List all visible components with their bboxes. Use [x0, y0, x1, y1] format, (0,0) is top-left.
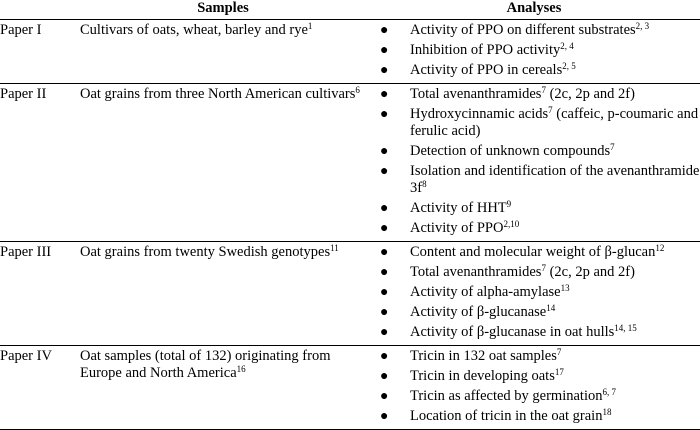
bullet-icon: ● [380, 325, 389, 340]
analysis-reference: 17 [554, 367, 564, 377]
analysis-text: Activity of PPO on different substrates [410, 22, 636, 38]
header-samples: Samples [78, 0, 368, 20]
sample-cell [78, 346, 368, 430]
paper-label: Paper IV [0, 346, 78, 430]
analyses-cell [368, 242, 700, 346]
paper-label: Paper III [0, 242, 78, 346]
analysis-reference: 9 [506, 199, 512, 209]
analyses-list [368, 244, 700, 341]
sample-text: Oat grains from twenty Swedish genotypes [80, 244, 331, 260]
analysis-reference: 14 [546, 303, 556, 313]
analysis-text: Activity of β-glucanase in oat hulls [410, 324, 615, 340]
list-item [368, 62, 700, 79]
bullet-icon: ● [380, 349, 389, 364]
analysis-text: Total avenanthramides [410, 86, 542, 102]
analysis-reference: 12 [655, 243, 665, 253]
sample-text: Cultivars of oats, wheat, barley and rye [80, 22, 308, 38]
list-item [368, 388, 700, 405]
analysis-reference: 13 [560, 283, 570, 293]
analysis-text: Tricin as affected by germination [410, 388, 603, 404]
header-paper [0, 0, 78, 20]
sample-reference: 1 [307, 21, 313, 31]
sample-cell [78, 20, 368, 84]
analysis-detail: (caffeic, p-coumaric and ferulic acid) [410, 106, 699, 139]
analysis-reference: 2, 3 [635, 21, 650, 31]
analysis-text: Activity of HHT [410, 200, 507, 216]
analysis-text: Tricin in developing oats [410, 368, 555, 384]
bullet-icon: ● [380, 164, 389, 179]
sample-cell [78, 242, 368, 346]
analyses-cell [368, 84, 700, 242]
analysis-text: Location of tricin in the oat grain [410, 408, 603, 424]
analysis-text: Activity of β-glucanase [410, 304, 547, 320]
bullet-icon: ● [380, 63, 389, 78]
analysis-reference: 7 [556, 347, 562, 357]
analysis-text: Isolation and identification of the avenanthramide 3f [410, 163, 700, 196]
header-analyses: Analyses [368, 0, 700, 20]
bullet-icon: ● [380, 43, 389, 58]
analyses-list [368, 348, 700, 425]
analysis-reference: 7 [548, 105, 553, 115]
bullet-icon: ● [380, 23, 389, 38]
bullet-icon: ● [380, 201, 389, 216]
analysis-text: Activity of alpha-amylase [410, 284, 561, 300]
list-item [368, 143, 700, 160]
analysis-text: Activity of PPO [410, 220, 504, 236]
list-item [368, 284, 700, 301]
table-body [0, 20, 700, 430]
analysis-reference: 14, 15 [614, 323, 637, 333]
sample-reference: 6 [355, 85, 360, 95]
analysis-text: Activity of PPO in cereals [410, 62, 563, 78]
bullet-icon: ● [380, 144, 389, 159]
list-item [368, 348, 700, 365]
analysis-reference: 2, 4 [560, 41, 574, 51]
analysis-reference: 18 [602, 407, 612, 417]
table-row [0, 346, 700, 430]
sample-text: Oat grains from three North American cultivars [80, 86, 356, 102]
analysis-text: Inhibition of PPO activity [410, 42, 561, 58]
analysis-reference: 6, 7 [602, 387, 616, 397]
bullet-icon: ● [380, 87, 389, 102]
sample-cell [78, 84, 368, 242]
table-row [0, 20, 700, 84]
analysis-reference: 7 [541, 85, 546, 95]
analyses-cell [368, 346, 700, 430]
bullet-icon: ● [380, 389, 389, 404]
analysis-text: Detection of unknown compounds [410, 143, 611, 159]
bullet-icon: ● [380, 107, 389, 122]
analysis-reference: 8 [422, 179, 427, 189]
analysis-text: Total avenanthramides [410, 264, 542, 280]
list-item [368, 244, 700, 261]
analysis-text: Tricin in 132 oat samples [410, 348, 557, 364]
analysis-detail: (2c, 2p and 2f) [545, 86, 635, 102]
analysis-detail: (2c, 2p and 2f) [545, 264, 635, 280]
list-item [368, 163, 700, 197]
list-item [368, 264, 700, 281]
sample-text: Oat samples (total of 132) originating from Europe and North America [80, 348, 331, 381]
bullet-icon: ● [380, 305, 389, 320]
table-row [0, 84, 700, 242]
bullet-icon: ● [380, 265, 389, 280]
list-item [368, 200, 700, 217]
list-item [368, 106, 700, 140]
analysis-text: Hydroxycinnamic acids [410, 106, 549, 122]
analyses-list [368, 22, 700, 79]
sample-reference: 11 [330, 243, 339, 253]
bullet-icon: ● [380, 285, 389, 300]
header-row [0, 0, 700, 20]
bullet-icon: ● [380, 245, 389, 260]
analyses-cell [368, 20, 700, 84]
list-item [368, 86, 700, 103]
list-item [368, 22, 700, 39]
bullet-icon: ● [380, 409, 389, 424]
list-item [368, 324, 700, 341]
list-item [368, 220, 700, 237]
analysis-reference: 7 [541, 263, 546, 273]
list-item [368, 408, 700, 425]
paper-label: Paper II [0, 84, 78, 242]
analysis-reference: 2, 5 [562, 61, 576, 71]
analysis-reference: 2,10 [503, 219, 520, 229]
sample-reference: 16 [236, 364, 246, 374]
list-item [368, 42, 700, 59]
bullet-icon: ● [380, 221, 389, 236]
bullet-icon: ● [380, 369, 389, 384]
paper-label: Paper I [0, 20, 78, 84]
analysis-reference: 7 [610, 142, 615, 152]
list-item [368, 368, 700, 385]
table-row [0, 242, 700, 346]
analysis-text: Content and molecular weight of β-glucan [410, 244, 656, 260]
list-item [368, 304, 700, 321]
analyses-list [368, 86, 700, 237]
